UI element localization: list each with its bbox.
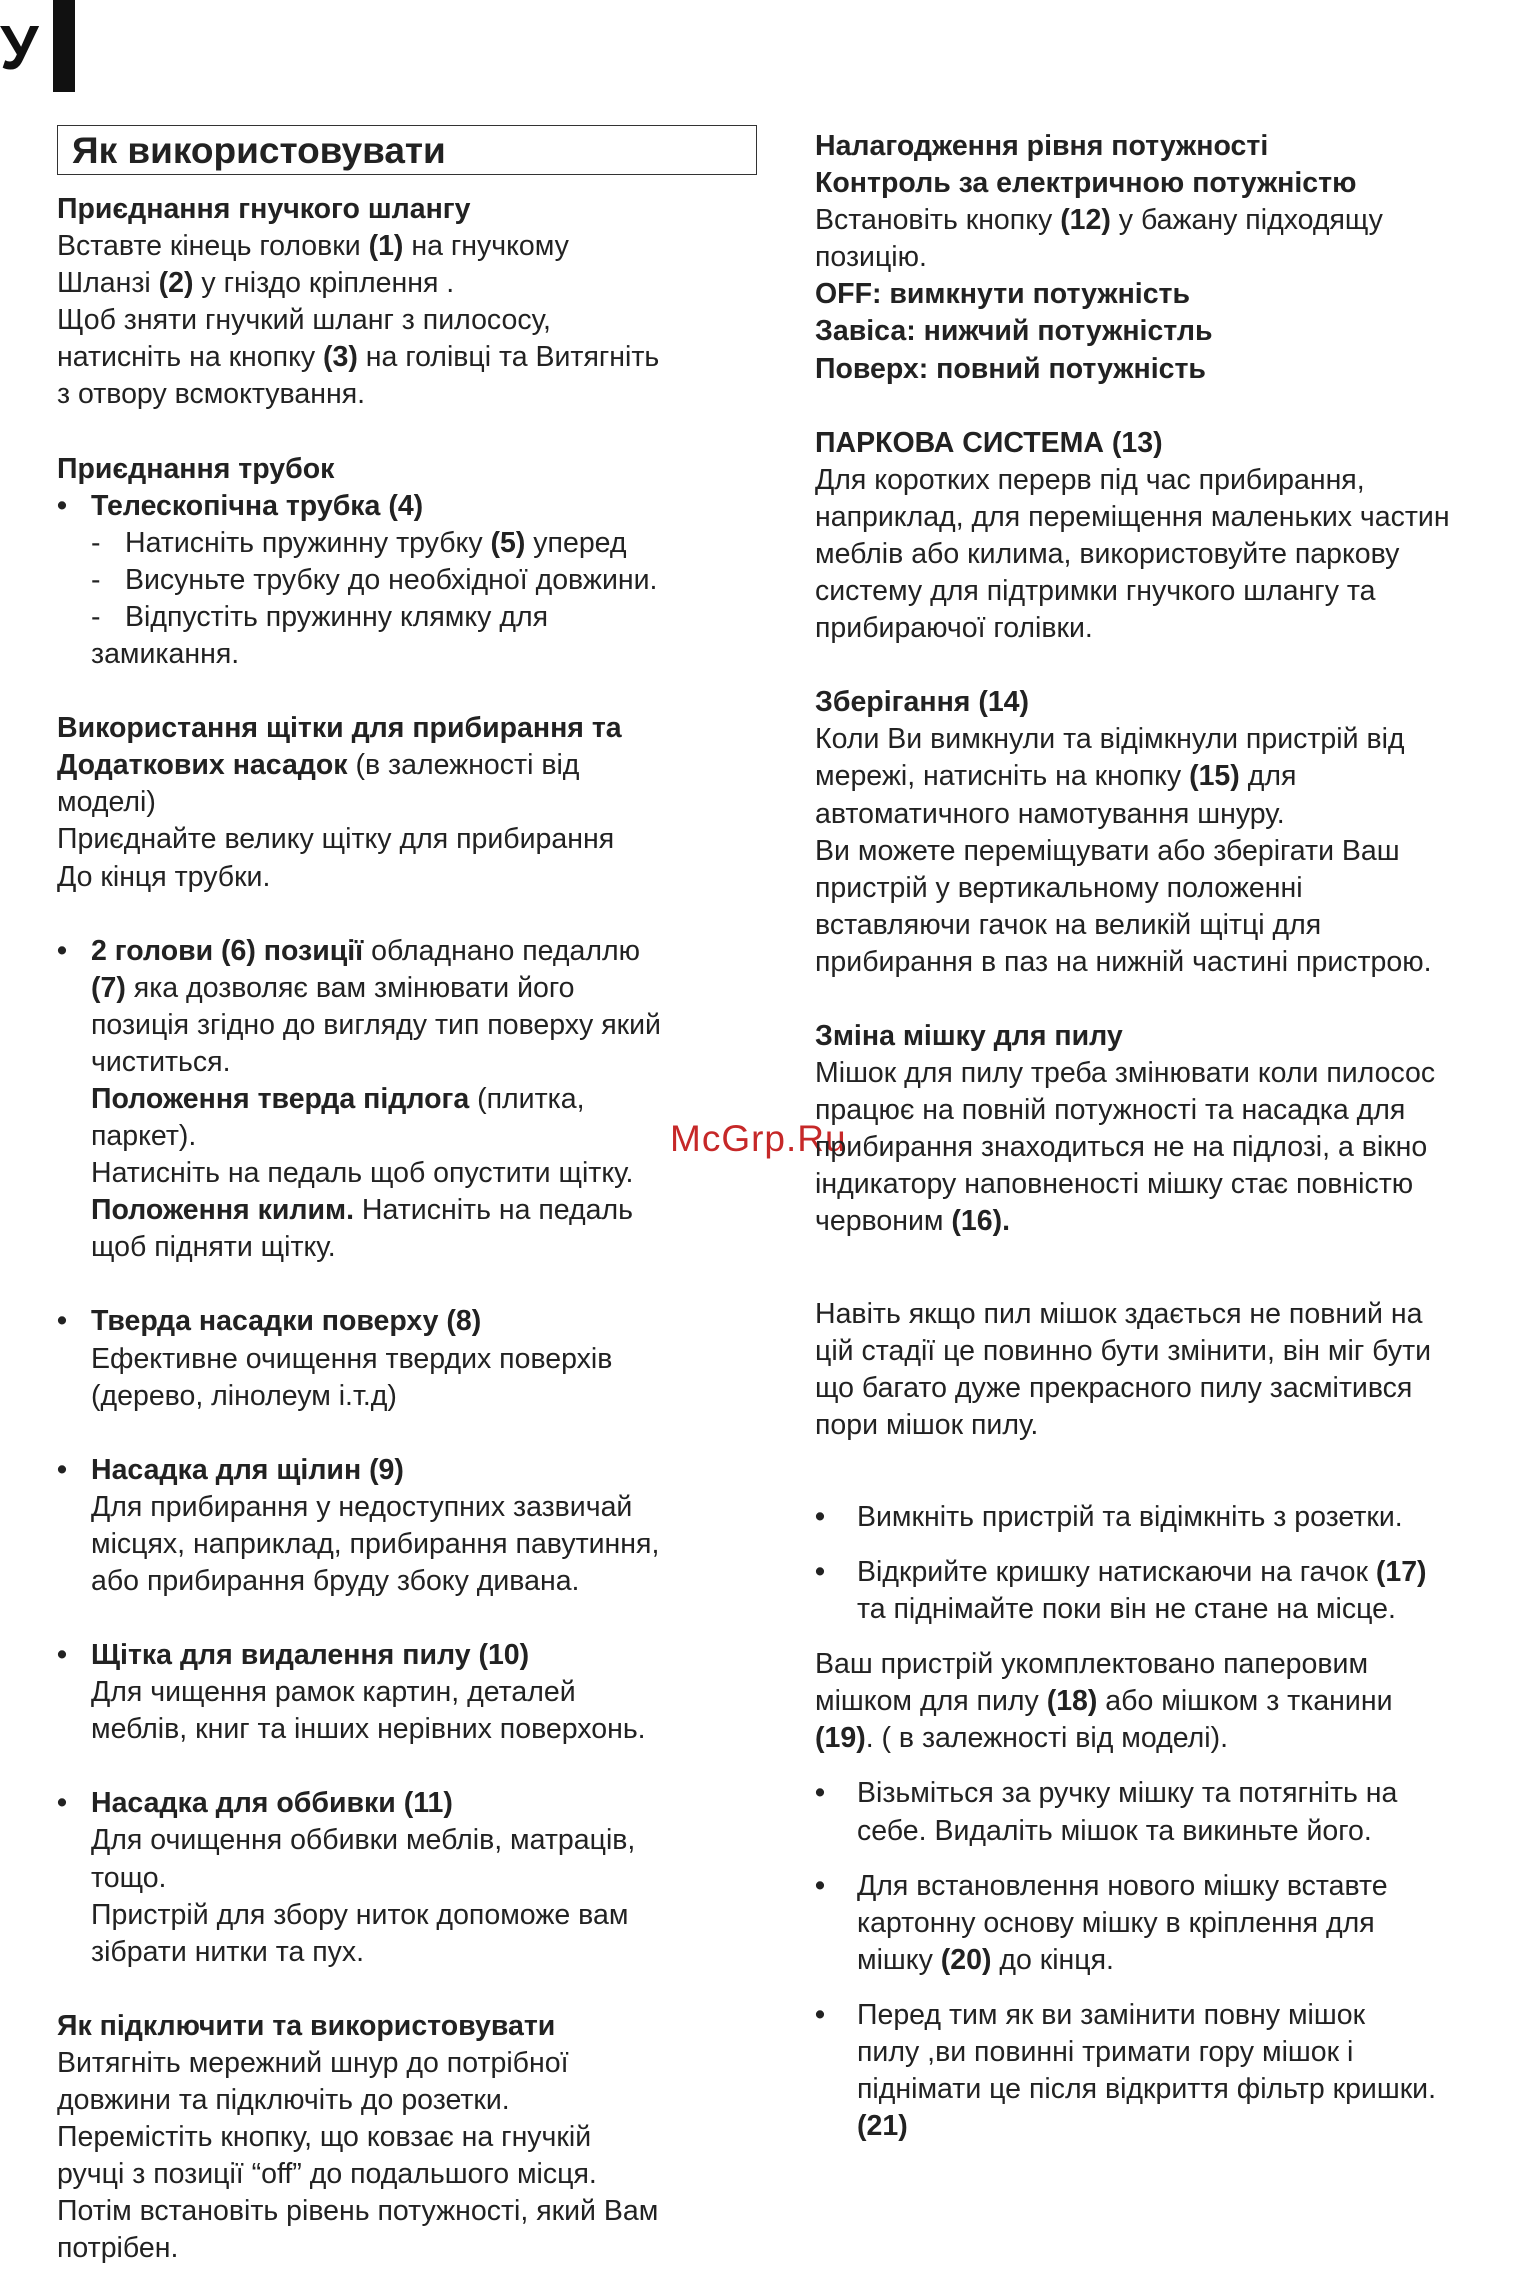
brush-line-2: До кінця трубки. bbox=[57, 860, 271, 893]
dust-brush-line-2: меблів, книг та інших нерівних поверхонь. bbox=[91, 1713, 646, 1746]
dust-brush-title: • Щітка для видалення пилу (10) bbox=[57, 1637, 757, 1674]
storage-line-5: пристрій у вертикальному положенні bbox=[815, 871, 1303, 904]
crevice-line-2: місцях, наприклад, прибирання павутиння, bbox=[91, 1527, 660, 1560]
steps-section bbox=[815, 1499, 1534, 1628]
step-unplug: • Вимкніть пристрій та відімкніть з розетки. bbox=[815, 1499, 1534, 1536]
park-line-3: меблів або килима, використовуйте паркову bbox=[815, 537, 1400, 570]
upholstery-section bbox=[57, 1785, 757, 1970]
dust-brush-section bbox=[57, 1637, 757, 1748]
crevice-line-1: Для прибирання у недоступних зазвичай bbox=[91, 1490, 633, 1523]
final-bullet-3-cont-1: пилу ,ви повинні тримати гору мішок і bbox=[857, 2036, 1354, 2069]
section-title-box bbox=[57, 125, 757, 175]
brush-heading-1: Використання щітки для прибирання та bbox=[57, 712, 622, 745]
final-bullet-2-cont-1: картонну основу мішку в кріплення для bbox=[857, 1906, 1375, 1939]
hose-line-2: Шланзі (2) у гніздо кріплення . bbox=[57, 267, 455, 300]
power-section bbox=[815, 128, 1534, 388]
equip-section bbox=[815, 1646, 1534, 1757]
park-line-5: прибираючої голівки. bbox=[815, 612, 1093, 645]
storage-heading: Зберігання (14) bbox=[815, 686, 1030, 719]
even-section bbox=[815, 1296, 1534, 1444]
crevice-title: • Насадка для щілин (9) bbox=[57, 1452, 757, 1489]
hose-line-4: натисніть на кнопку (3) на голівці та Витягніть bbox=[57, 341, 660, 374]
storage-line-3: автоматичного намотування шнуру. bbox=[815, 797, 1285, 830]
park-section bbox=[815, 425, 1534, 648]
equip-line-2: мішком для пилу (18) або мішком з тканини bbox=[815, 1685, 1393, 1718]
even-line-2: цій стадії це повинно бути змінити, він міг бути bbox=[815, 1334, 1432, 1367]
heads-line-8: Положення килим. Натисніть на педаль bbox=[91, 1194, 633, 1227]
dust-brush-line-1: Для чищення рамок картин, деталей bbox=[91, 1676, 576, 1709]
bag-line-4: індикатору наповненості мішку стає повністю bbox=[815, 1168, 1414, 1201]
crevice-section bbox=[57, 1452, 757, 1600]
heads-line-9: щоб підняти щітку. bbox=[91, 1231, 336, 1264]
connect-line-3: Перемістіть кнопку, що ковзає на гнучкій bbox=[57, 2121, 592, 2154]
connect-line-2: довжини та підключіть до розетки. bbox=[57, 2084, 510, 2117]
tubes-dash-2: - Висуньте трубку до необхідної довжини. bbox=[57, 562, 757, 599]
final-bullet-2-cont-2: мішку (20) до кінця. bbox=[857, 1943, 1114, 1976]
section-title: Як використовувати bbox=[72, 130, 446, 171]
watermark: McGrp.Ru bbox=[670, 1118, 847, 1159]
step-open-lid: • Відкрийте кришку натискаючи на гачок (17) bbox=[815, 1554, 1534, 1591]
heads-line-1: • 2 голови (6) позиції обладнано педаллю bbox=[57, 933, 757, 970]
step-open-lid-cont: та піднімайте поки він не стане на місце. bbox=[857, 1593, 1396, 1626]
bag-line-3: прибирання знаходиться не на підлозі, а вікно bbox=[815, 1131, 1428, 1164]
language-tab-letter: У bbox=[0, 14, 39, 83]
power-option-curtain: Завіса: нижчий потужністль bbox=[815, 315, 1213, 348]
bag-line-5: червоним (16). bbox=[815, 1205, 1011, 1238]
storage-line-6: вставляючи гачок на великій щітці для bbox=[815, 908, 1322, 941]
hose-line-3: Щоб зняти гнучкий шланг з пилососу, bbox=[57, 304, 551, 337]
heads-line-5: Положення тверда підлога (плитка, bbox=[91, 1082, 585, 1115]
brush-line-1: Приєднайте велику щітку для прибирання bbox=[57, 823, 615, 856]
upholstery-line-2: тощо. bbox=[91, 1861, 167, 1894]
heads-line-4: чиститься. bbox=[91, 1045, 231, 1078]
even-line-3: що багато дуже прекрасного пилу засмітився bbox=[815, 1371, 1413, 1404]
tubes-dash-3: - Відпустіть пружинну клямку для bbox=[57, 599, 757, 636]
connect-line-1: Витягніть мережний шнур до потрібної bbox=[57, 2046, 569, 2079]
hard-floor-title: • Тверда насадки поверху (8) bbox=[57, 1303, 757, 1340]
brush-section bbox=[57, 710, 757, 895]
equip-line-1: Ваш пристрій укомплектовано паперовим bbox=[815, 1648, 1369, 1681]
upholstery-line-3: Пристрій для збору ниток допоможе вам bbox=[91, 1898, 629, 1931]
equip-line-3: (19). ( в залежності від моделі). bbox=[815, 1722, 1229, 1755]
storage-line-1: Коли Ви вимкнули та відімкнули пристрій від bbox=[815, 723, 1405, 756]
connect-line-4: ручці з позиції “off” до подальшого місця. bbox=[57, 2158, 597, 2191]
final-bullet-1-cont: себе. Видаліть мішок та викиньте його. bbox=[857, 1814, 1372, 1847]
right-column bbox=[815, 128, 1534, 2145]
hose-section bbox=[57, 191, 757, 414]
heads-section bbox=[57, 933, 757, 1267]
power-line-1: Встановіть кнопку (12) у бажану підходящу bbox=[815, 204, 1383, 237]
power-option-off: OFF: вимкнути потужність bbox=[815, 278, 1191, 311]
upholstery-line-1: Для очищення оббивки меблів, матраців, bbox=[91, 1824, 636, 1857]
brush-heading-3: моделі) bbox=[57, 786, 156, 819]
tubes-dash-1: - Натисніть пружинну трубку (5) уперед bbox=[57, 525, 757, 562]
hose-line-5: з отвору всмоктування. bbox=[57, 378, 366, 411]
connect-line-5: Потім встановіть рівень потужності, який Вам bbox=[57, 2195, 659, 2228]
park-line-1: Для коротких перерв під час прибирання, bbox=[815, 463, 1365, 496]
final-bullet-3: • Перед тим як ви замінити повну мішок bbox=[815, 1997, 1534, 2034]
power-option-floor: Поверх: повний потужність bbox=[815, 352, 1206, 385]
connect-heading: Як підключити та використовувати bbox=[57, 2009, 556, 2042]
heads-line-2: (7) яка дозволяє вам змінювати його bbox=[91, 971, 575, 1004]
tubes-bullet: • Телескопічна трубка (4) bbox=[57, 488, 757, 525]
upholstery-line-4: зібрати нитки та пух. bbox=[91, 1935, 365, 1968]
hard-floor-section bbox=[57, 1303, 757, 1414]
heads-line-3: позиція згідно до вигляду тип поверху який bbox=[91, 1008, 661, 1041]
hose-line-1: Вставте кінець головки (1) на гнучкому bbox=[57, 230, 569, 263]
final-bullet-1: • Візьміться за ручку мішку та потягніть на bbox=[815, 1775, 1534, 1812]
upholstery-title: • Насадка для оббивки (11) bbox=[57, 1785, 757, 1822]
power-heading-2: Контроль за електричною потужністю bbox=[815, 167, 1357, 200]
power-heading-1: Налагодження рівня потужності bbox=[815, 130, 1269, 162]
final-bullet-3-cont-3: (21) bbox=[857, 2110, 908, 2143]
tubes-heading: Приєднання трубок bbox=[57, 452, 335, 485]
language-tab-bar bbox=[53, 0, 75, 92]
storage-line-2: мережі, натисніть на кнопку (15) для bbox=[815, 760, 1297, 793]
final-steps bbox=[815, 1775, 1534, 2145]
even-line-4: пори мішок пилу. bbox=[815, 1408, 1039, 1441]
storage-line-4: Ви можете переміщувати або зберігати Ваш bbox=[815, 834, 1400, 867]
hard-floor-line-1: Ефективне очищення твердих поверхів bbox=[91, 1342, 613, 1375]
bag-section bbox=[815, 1018, 1534, 1241]
final-bullet-2: • Для встановлення нового мішку вставте bbox=[815, 1868, 1534, 1905]
storage-line-7: прибирання в паз на нижній частині пристрою. bbox=[815, 945, 1432, 978]
bag-line-1: Мішок для пилу треба змінювати коли пилосос bbox=[815, 1057, 1436, 1090]
crevice-line-3: або прибирання бруду збоку дивана. bbox=[91, 1565, 580, 1597]
brush-heading-2: Додаткових насадок (в залежності від bbox=[57, 749, 580, 782]
storage-section bbox=[815, 684, 1534, 981]
bag-heading: Зміна мішку для пилу bbox=[815, 1019, 1123, 1052]
hard-floor-line-2: (дерево, лінолеум і.т.д) bbox=[91, 1379, 397, 1412]
hose-heading: Приєднання гнучкого шлангу bbox=[57, 193, 471, 225]
heads-line-6: паркет). bbox=[91, 1120, 197, 1153]
final-bullet-3-cont-2: піднімати це після відкриття фільтр кришки. bbox=[857, 2073, 1437, 2106]
tubes-section bbox=[57, 451, 757, 674]
power-line-2: позицію. bbox=[815, 241, 927, 274]
park-line-4: систему для підтримки гнучкого шлангу та bbox=[815, 575, 1376, 608]
tubes-dash-3-cont: замикання. bbox=[91, 638, 240, 671]
even-line-1: Навіть якщо пил мішок здається не повний на bbox=[815, 1297, 1423, 1330]
connect-section bbox=[57, 2008, 757, 2268]
park-line-2: наприклад, для переміщення маленьких частин bbox=[815, 500, 1450, 533]
park-heading: ПАРКОВА СИСТЕМА (13) bbox=[815, 426, 1163, 459]
bag-line-2: працює на повній потужності та насадка для bbox=[815, 1094, 1406, 1127]
connect-line-6: потрібен. bbox=[57, 2232, 179, 2265]
left-column bbox=[57, 125, 757, 2268]
heads-line-7: Натисніть на педаль щоб опустити щітку. bbox=[91, 1157, 634, 1190]
